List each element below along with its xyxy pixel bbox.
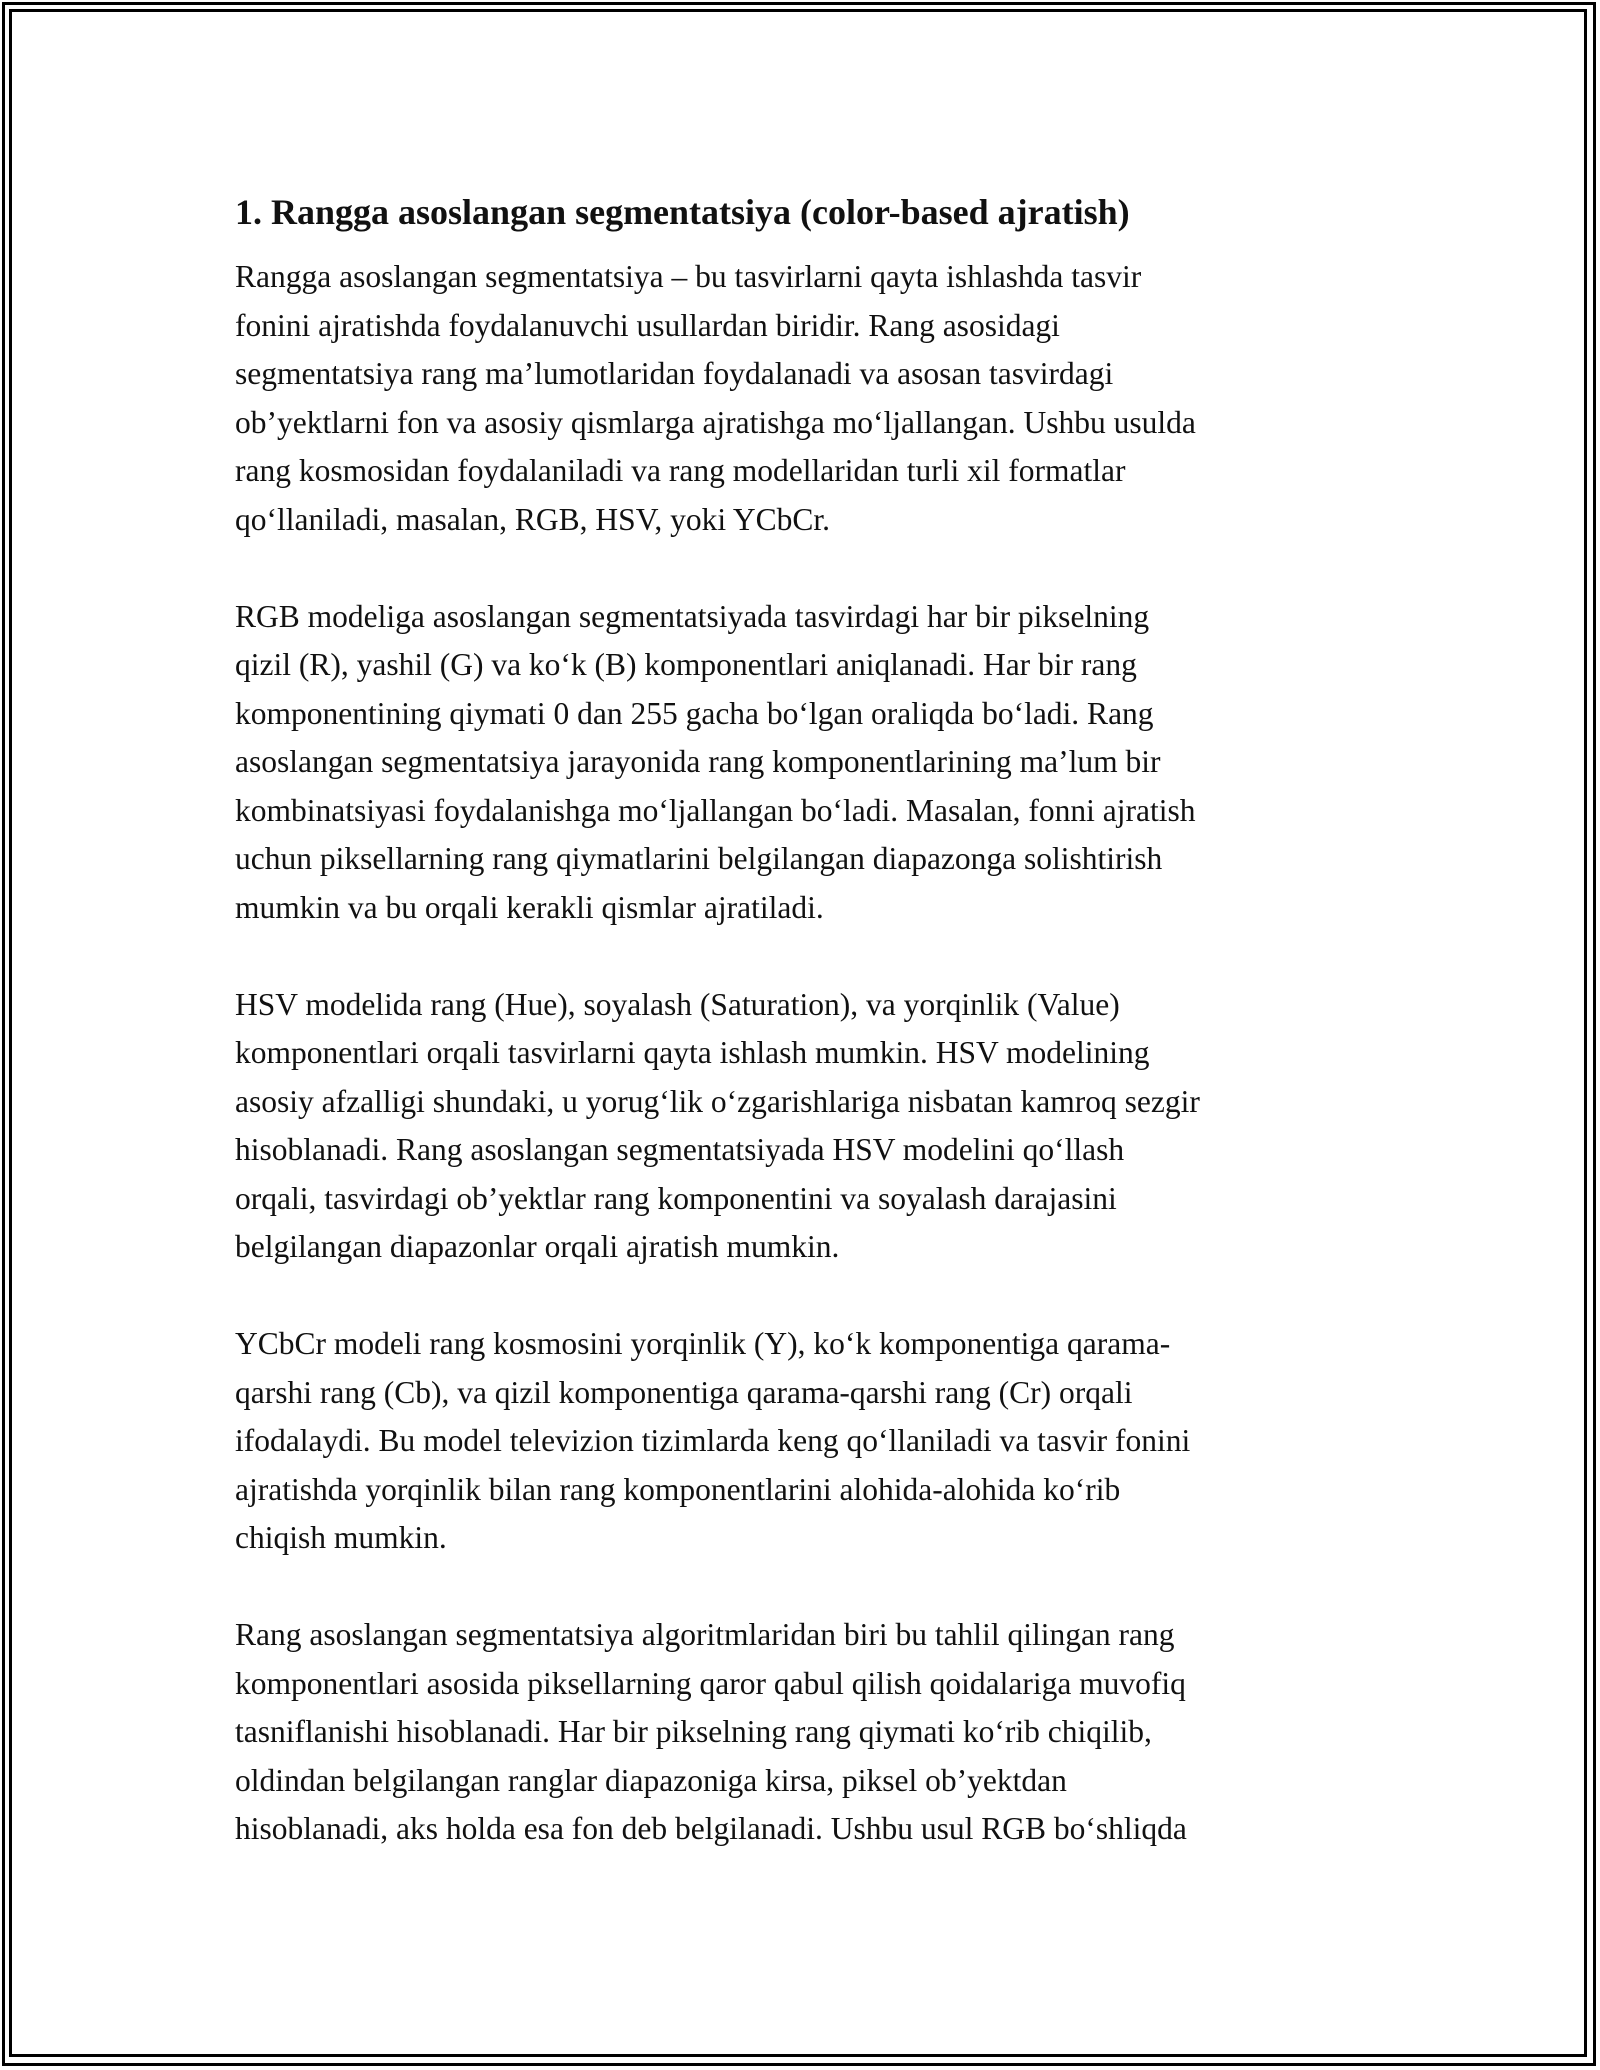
- paragraph-intro: Rangga asoslangan segmentatsiya – bu tasvirlarni qayta ishlashda tasvir fonini ajratishda foydalanuvchi usullardan biridir. Rang asosidagi segmentatsiya rang ma’lumotlaridan foydalanadi va asosan tasvirdagi ob’yektlarni fon va asosiy qismlarga ajratishga mo‘ljallangan. Ushbu usulda rang kosmosidan foydalaniladi va rang modellaridan turli xil formatlar qo‘llaniladi, masalan, RGB, HSV, yoki YCbCr.: [235, 259, 1196, 537]
- paragraph-rgb: RGB modeliga asoslangan segmentatsiyada tasvirdagi har bir pikselning qizil (R), yashil (G) va ko‘k (B) komponentlari aniqlanadi. Har bir rang komponentining qiymati 0 dan 255 gacha bo‘lgan oraliqda bo‘ladi. Rang asoslangan segmentatsiya jarayonida rang komponentlarining ma’lum bir kombinatsiyasi foydalanishga mo‘ljallangan bo‘ladi. Masalan, fonni ajratish uchun piksellarning rang qiymatlarini belgilangan diapazonga solishtirish mumkin va bu orqali kerakli qismlar ajratiladi.: [235, 598, 1196, 925]
- paragraph-ycbcr: YCbCr modeli rang kosmosini yorqinlik (Y), ko‘k komponentiga qarama- qarshi rang (Cb), va qizil komponentiga qarama-qarshi rang (Cr) orqali ifodalaydi. Bu model televizion tizimlarda keng qo‘llaniladi va tasvir fonini ajratishda yorqinlik bilan rang komponentlarini alohida-alohida ko‘rib chiqish mumkin.: [235, 1326, 1191, 1555]
- section-heading: 1. Rangga asoslangan segmentatsiya (color-based ajratish): [235, 192, 1130, 232]
- paragraph-algorithm: Rang asoslangan segmentatsiya algoritmlaridan biri bu tahlil qilingan rang komponentlari asosida piksellarning qaror qabul qilish qoidalariga muvofiq tasniflanishi hisoblanadi. Har bir pikselning rang qiymati ko‘rib chiqilib, oldindan belgilangan ranglar diapazoniga kirsa, piksel ob’yektdan hisoblanadi, aks holda esa fon deb belgilanadi. Ushbu usul RGB bo‘shliqda: [235, 1617, 1187, 1846]
- paragraph-hsv: HSV modelida rang (Hue), soyalash (Saturation), va yorqinlik (Value) komponentlari orqali tasvirlarni qayta ishlash mumkin. HSV modelining asosiy afzalligi shundaki, u yorug‘lik o‘zgarishlariga nisbatan kamroq sezgir hisoblanadi. Rang asoslangan segmentatsiyada HSV modelini qo‘llash orqali, tasvirdagi ob’yektlar rang komponentini va soyalash darajasini belgilangan diapazonlar orqali ajratish mumkin.: [235, 986, 1200, 1264]
- document-body: [235, 187, 1370, 1902]
